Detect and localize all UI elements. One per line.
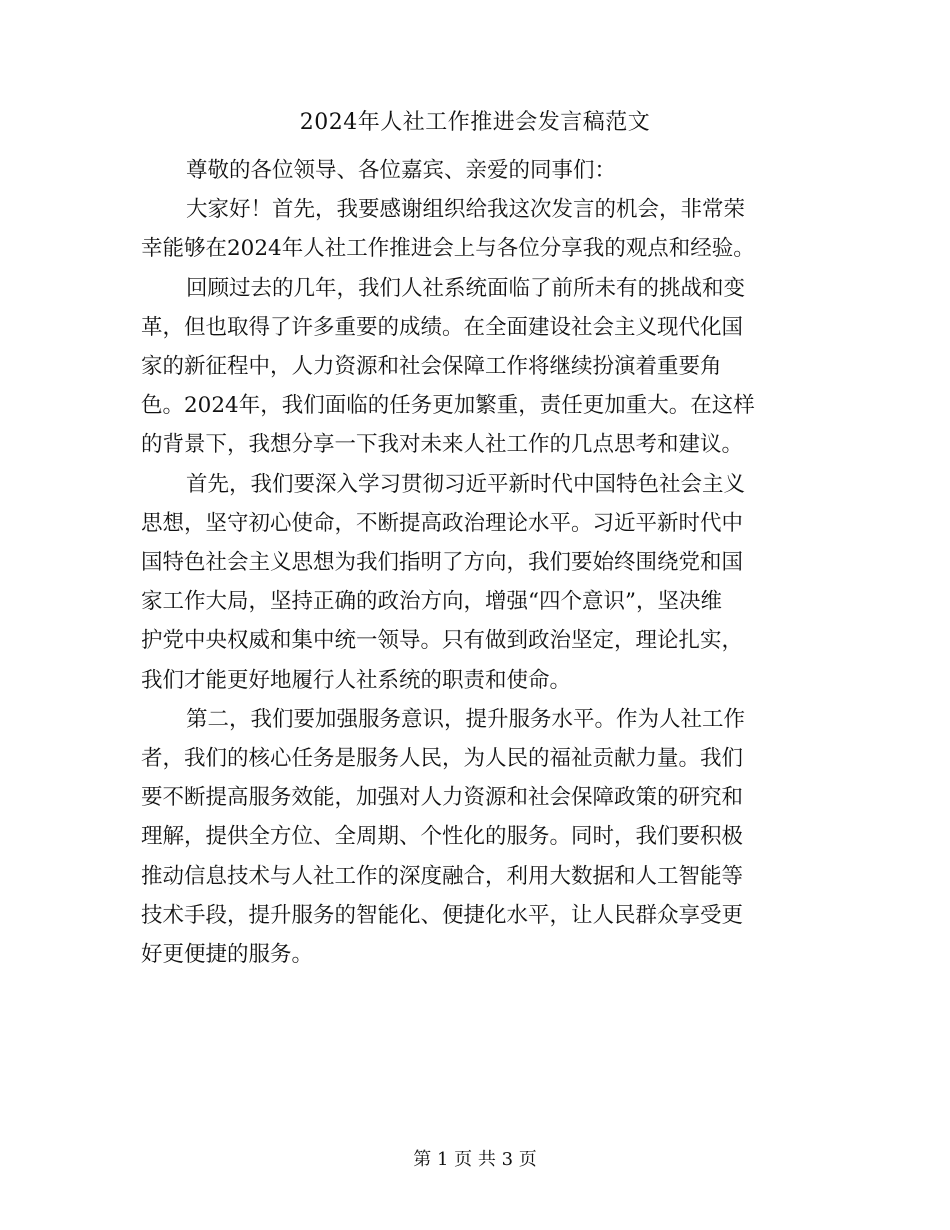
- paragraph-line: 尊敬的各位领导、各位嘉宾、亲爱的同事们：: [186, 158, 617, 183]
- paragraph-line: 要不断提高服务效能，加强对人力资源和社会保障政策的研究和: [141, 785, 744, 811]
- paragraph-line: 家的新征程中，人力资源和社会保障工作将继续扮演着重要角: [141, 354, 722, 380]
- document-title: 2024年人社工作推进会发言稿范文: [299, 110, 651, 135]
- paragraph-line: 的背景下，我想分享一下我对未来人社工作的几点思考和建议。: [141, 432, 744, 458]
- paragraph-line: 思想，坚守初心使命，不断提高政治理论水平。习近平新时代中: [141, 510, 744, 536]
- page-number-footer: 第 1 页 共 3 页: [413, 1149, 537, 1170]
- paragraph-line: 好更便捷的服务。: [141, 942, 314, 968]
- paragraph-line: 大家好！首先，我要感谢组织给我这次发言的机会，非常荣: [186, 197, 746, 223]
- review-paragraph: [141, 269, 801, 465]
- salutation-paragraph: [141, 151, 801, 190]
- paragraph-line: 技术手段，提升服务的智能化、便捷化水平，让人民群众享受更: [141, 902, 744, 928]
- paragraph-line: 色。2024年，我们面临的任务更加繁重，责任更加重大。在这样: [141, 393, 755, 419]
- paragraph-line: 革，但也取得了许多重要的成绩。在全面建设社会主义现代化国: [141, 314, 744, 340]
- paragraph-line: 家工作大局，坚持正确的政治方向，增强“四个意识”，坚决维: [141, 589, 722, 615]
- paragraph-line: 理解，提供全方位、全周期、个性化的服务。同时，我们要积极: [141, 824, 744, 850]
- paragraph-line: 者，我们的核心任务是服务人民，为人民的福祉贡献力量。我们: [141, 746, 744, 772]
- paragraph-line: 首先，我们要深入学习贯彻习近平新时代中国特色社会主义: [186, 471, 746, 497]
- paragraph-line: 我们才能更好地履行人社系统的职责和使命。: [141, 667, 572, 693]
- paragraph-line: 护党中央权威和集中统一领导。只有做到政治坚定，理论扎实，: [141, 628, 744, 654]
- paragraph-line: 推动信息技术与人社工作的深度融合，利用大数据和人工智能等: [141, 863, 744, 889]
- paragraph-line: 国特色社会主义思想为我们指明了方向，我们要始终围绕党和国: [141, 550, 744, 576]
- document-body: [141, 151, 801, 974]
- second-point-paragraph: [141, 700, 801, 974]
- paragraph-line: 回顾过去的几年，我们人社系统面临了前所未有的挑战和变: [186, 275, 746, 301]
- greeting-paragraph: [141, 190, 801, 268]
- paragraph-line: 幸能够在2024年人社工作推进会上与各位分享我的观点和经验。: [141, 236, 755, 262]
- first-point-paragraph: [141, 465, 801, 700]
- paragraph-line: 第二，我们要加强服务意识，提升服务水平。作为人社工作: [186, 706, 746, 732]
